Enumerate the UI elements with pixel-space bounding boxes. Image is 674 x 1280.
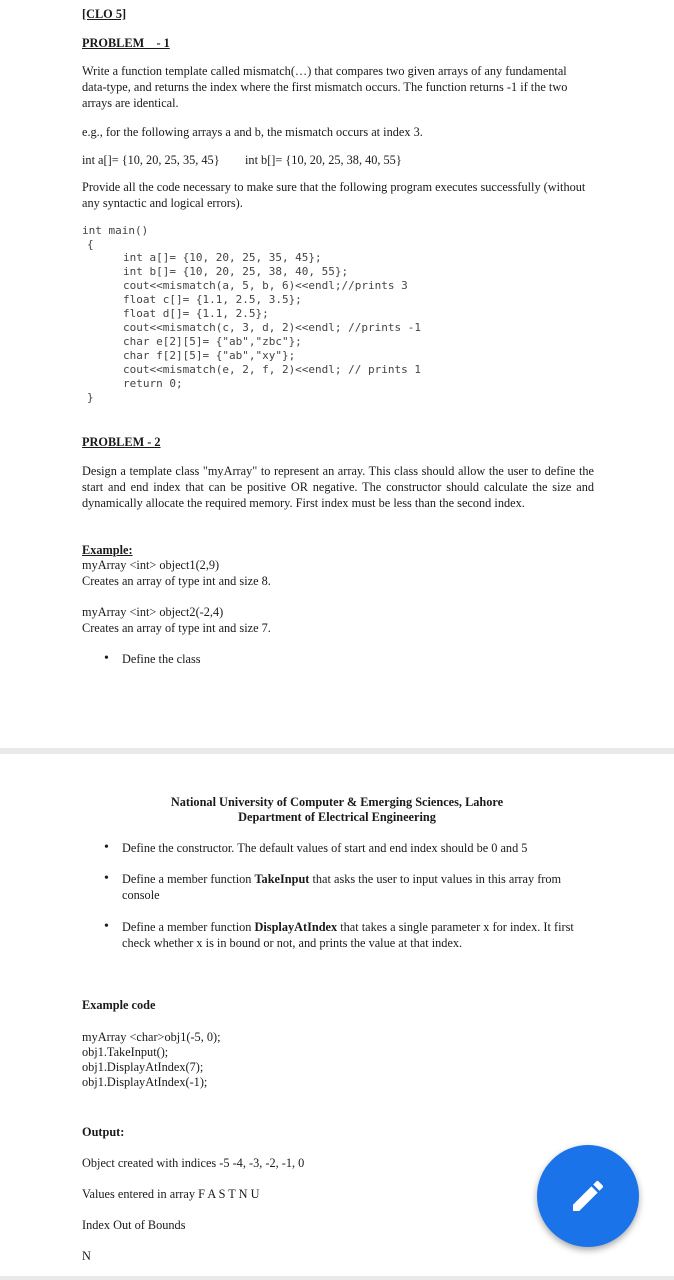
example-code-line: obj1.DisplayAtIndex(7); [82, 1060, 204, 1074]
pencil-icon [568, 1176, 608, 1216]
code-line: float c[]= {1.1, 2.5, 3.5}; [123, 293, 302, 306]
code-line: cout<<mismatch(e, 2, f, 2)<<endl; // prints 1 [123, 363, 422, 376]
clo-label: [CLO 5] [82, 7, 127, 21]
bullet-displayatindex [122, 919, 594, 951]
problem-2-heading: PROBLEM - 2 [82, 435, 161, 449]
output-line: Values entered in array F A S T N U [82, 1187, 260, 1201]
output-line: Index Out of Bounds [82, 1218, 186, 1232]
code-line: float d[]= {1.1, 2.5}; [123, 307, 269, 320]
code-line: char f[2][5]= {"ab","xy"}; [123, 349, 296, 362]
example-code-line: obj1.DisplayAtIndex(-1); [82, 1075, 208, 1089]
bullet-3-bold: DisplayAtIndex [254, 920, 338, 934]
example-1-description: Creates an array of type int and size 8. [82, 574, 271, 588]
example-code-line: obj1.TakeInput(); [82, 1045, 169, 1059]
code-line: char e[2][5]= {"ab","zbc"}; [123, 335, 302, 348]
edit-fab-button[interactable] [537, 1145, 639, 1247]
bullet-2-suffix: that asks the user to input values in this array from console [122, 872, 562, 902]
code-line: return 0; [123, 377, 183, 390]
example-2-description: Creates an array of type int and size 7. [82, 621, 271, 635]
code-line: { [87, 238, 94, 251]
output-heading: Output: [82, 1125, 125, 1139]
problem-1-paragraph-1: Write a function template called mismatch(…) that compares two given arrays of any fundamental data-type, and returns the index where the first mismatch occurs. The function returns -1 if the two arrays are identical. [82, 64, 568, 110]
university-name: National University of Computer & Emerging Sciences, Lahore [170, 795, 504, 809]
example-heading: Example: [82, 543, 133, 557]
example-1-code: myArray <int> object1(2,9) [82, 558, 220, 572]
example-code-heading: Example code [82, 998, 156, 1012]
output-line: N [82, 1249, 91, 1263]
output-line: Object created with indices -5 -4, -3, -2, -1, 0 [82, 1156, 305, 1170]
code-line: cout<<mismatch(a, 5, b, 6)<<endl;//prints 3 [123, 279, 408, 292]
code-line: cout<<mismatch(c, 3, d, 2)<<endl; //prints -1 [123, 321, 422, 334]
bullet-constructor: • Define the constructor. The default values of start and end index should be 0 and 5 [122, 840, 527, 856]
problem-1-paragraph-2: Provide all the code necessary to make sure that the following program executes successfully (without any syntactic and logical errors). [82, 180, 586, 210]
code-line: } [87, 391, 94, 404]
bullet-2-bold: TakeInput [254, 872, 310, 886]
example-text: e.g., for the following arrays a and b, the mismatch occurs at index 3. [82, 125, 423, 139]
bullet-3-prefix: Define a member function [122, 920, 255, 934]
code-line: int main() [82, 224, 149, 237]
bullet-3-suffix: that takes a single parameter x for index. It first check whether x is in bound or not, and prints the value at that index. [122, 920, 574, 950]
code-line: int b[]= {10, 20, 25, 38, 40, 55}; [123, 265, 349, 278]
bullet-takeinput [122, 871, 594, 903]
array-a-text: int a[]= {10, 20, 25, 35, 45} [82, 153, 220, 167]
problem-2-paragraph: Design a template class "myArray" to represent an array. This class should allow the user to define the start and end index that can be positive OR negative. The constructor should calculate the size and dynamically allocate the required memory. First index must be less than the second index. [82, 464, 594, 510]
example-code-line: myArray <char>obj1(-5, 0); [82, 1030, 221, 1044]
bullet-2-prefix: Define a member function [122, 872, 255, 886]
problem-1-heading: PROBLEM - 1 [82, 36, 170, 50]
bullet-define-class: • Define the class [122, 651, 201, 667]
array-b-text: int b[]= {10, 20, 25, 38, 40, 55} [245, 153, 402, 167]
code-line: int a[]= {10, 20, 25, 35, 45}; [123, 251, 322, 264]
example-2-code: myArray <int> object2(-2,4) [82, 605, 224, 619]
department-name: Department of Electrical Engineering [238, 810, 436, 824]
